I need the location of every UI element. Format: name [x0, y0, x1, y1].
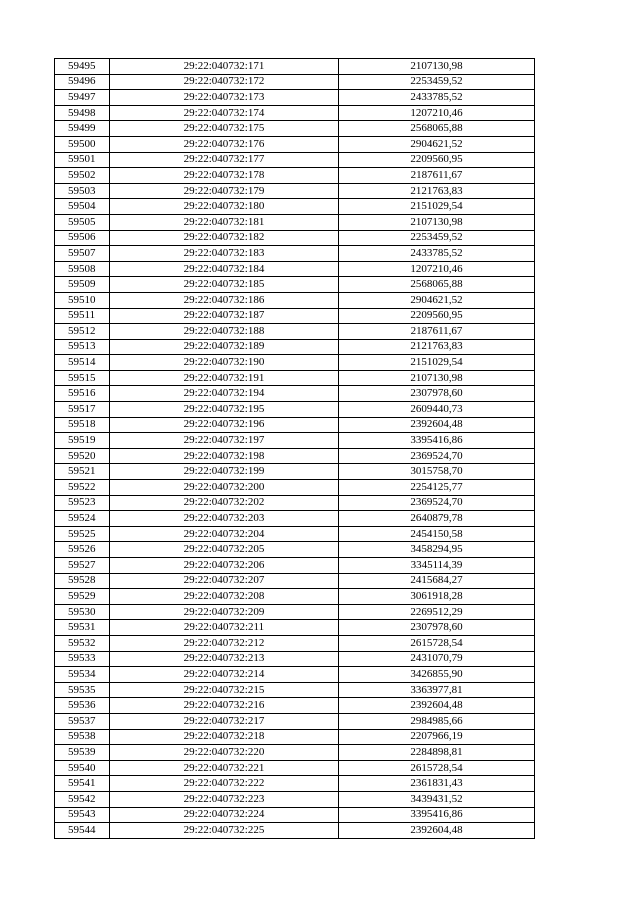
cadastral-number-cell: 29:22:040732:224	[110, 807, 339, 823]
row-number-cell: 59538	[55, 729, 110, 745]
table-row	[55, 495, 535, 511]
cadastral-number-cell: 29:22:040732:207	[110, 573, 339, 589]
cadastral-number-cell: 29:22:040732:180	[110, 199, 339, 215]
row-number-cell: 59540	[55, 760, 110, 776]
row-number-cell: 59503	[55, 183, 110, 199]
row-number-cell: 59513	[55, 339, 110, 355]
table-row	[55, 370, 535, 386]
row-number-cell: 59501	[55, 152, 110, 168]
row-number-cell: 59517	[55, 402, 110, 418]
row-number-cell: 59502	[55, 168, 110, 184]
cadastral-value-cell: 2207966,19	[339, 729, 535, 745]
table-row	[55, 604, 535, 620]
row-number-cell: 59509	[55, 277, 110, 293]
row-number-cell: 59537	[55, 713, 110, 729]
cadastral-number-cell: 29:22:040732:181	[110, 214, 339, 230]
cadastral-value-cell: 2209560,95	[339, 308, 535, 324]
table-row	[55, 526, 535, 542]
table-row	[55, 183, 535, 199]
table-row	[55, 448, 535, 464]
cadastral-number-cell: 29:22:040732:203	[110, 511, 339, 527]
table-row	[55, 589, 535, 605]
cadastral-number-cell: 29:22:040732:215	[110, 682, 339, 698]
cadastral-number-cell: 29:22:040732:216	[110, 698, 339, 714]
cadastral-value-cell: 2369524,70	[339, 448, 535, 464]
cadastral-number-cell: 29:22:040732:196	[110, 417, 339, 433]
table-row	[55, 823, 535, 839]
row-number-cell: 59518	[55, 417, 110, 433]
cadastral-value-cell: 2209560,95	[339, 152, 535, 168]
row-number-cell: 59511	[55, 308, 110, 324]
cadastral-value-cell: 3395416,86	[339, 807, 535, 823]
cadastral-number-cell: 29:22:040732:182	[110, 230, 339, 246]
table-row	[55, 760, 535, 776]
row-number-cell: 59536	[55, 698, 110, 714]
cadastral-value-cell: 3395416,86	[339, 433, 535, 449]
cadastral-number-cell: 29:22:040732:208	[110, 589, 339, 605]
table-row	[55, 121, 535, 137]
cadastral-number-cell: 29:22:040732:198	[110, 448, 339, 464]
cadastral-value-cell: 2151029,54	[339, 199, 535, 215]
cadastral-value-cell: 3345114,39	[339, 558, 535, 574]
row-number-cell: 59505	[55, 214, 110, 230]
table-row	[55, 713, 535, 729]
row-number-cell: 59510	[55, 292, 110, 308]
cadastral-value-cell: 1207210,46	[339, 105, 535, 121]
cadastral-number-cell: 29:22:040732:217	[110, 713, 339, 729]
cadastral-number-cell: 29:22:040732:200	[110, 480, 339, 496]
cadastral-value-cell: 2284898,81	[339, 745, 535, 761]
cadastral-value-cell: 2640879,78	[339, 511, 535, 527]
cadastral-number-cell: 29:22:040732:218	[110, 729, 339, 745]
cadastral-number-cell: 29:22:040732:220	[110, 745, 339, 761]
row-number-cell: 59516	[55, 386, 110, 402]
table-row	[55, 745, 535, 761]
cadastral-value-cell: 3426855,90	[339, 667, 535, 683]
table-row	[55, 635, 535, 651]
cadastral-number-cell: 29:22:040732:212	[110, 635, 339, 651]
cadastral-number-cell: 29:22:040732:214	[110, 667, 339, 683]
cadastral-value-cell: 2369524,70	[339, 495, 535, 511]
cadastral-value-cell: 3015758,70	[339, 464, 535, 480]
table-row	[55, 386, 535, 402]
table-row	[55, 199, 535, 215]
cadastral-value-cell: 2904621,52	[339, 292, 535, 308]
cadastral-value-cell: 2361831,43	[339, 776, 535, 792]
row-number-cell: 59521	[55, 464, 110, 480]
cadastral-value-cell: 2392604,48	[339, 417, 535, 433]
row-number-cell: 59530	[55, 604, 110, 620]
cadastral-number-cell: 29:22:040732:202	[110, 495, 339, 511]
cadastral-number-cell: 29:22:040732:175	[110, 121, 339, 137]
row-number-cell: 59535	[55, 682, 110, 698]
cadastral-number-cell: 29:22:040732:222	[110, 776, 339, 792]
row-number-cell: 59523	[55, 495, 110, 511]
row-number-cell: 59520	[55, 448, 110, 464]
table-row	[55, 682, 535, 698]
cadastral-number-cell: 29:22:040732:206	[110, 558, 339, 574]
row-number-cell: 59519	[55, 433, 110, 449]
cadastral-number-cell: 29:22:040732:185	[110, 277, 339, 293]
row-number-cell: 59515	[55, 370, 110, 386]
row-number-cell: 59496	[55, 74, 110, 90]
cadastral-value-cell: 2107130,98	[339, 370, 535, 386]
table-row	[55, 277, 535, 293]
table-row	[55, 90, 535, 106]
table-row	[55, 417, 535, 433]
cadastral-value-cell: 2568065,88	[339, 277, 535, 293]
table-row	[55, 339, 535, 355]
cadastral-value-cell: 2253459,52	[339, 74, 535, 90]
row-number-cell: 59534	[55, 667, 110, 683]
cadastral-value-cell: 2984985,66	[339, 713, 535, 729]
table-row	[55, 136, 535, 152]
table-row	[55, 433, 535, 449]
cadastral-number-cell: 29:22:040732:197	[110, 433, 339, 449]
cadastral-value-cell: 2392604,48	[339, 698, 535, 714]
cadastral-value-cell: 2307978,60	[339, 620, 535, 636]
table-row	[55, 308, 535, 324]
cadastral-value-cell: 2254125,77	[339, 480, 535, 496]
row-number-cell: 59514	[55, 355, 110, 371]
table-row	[55, 667, 535, 683]
cadastral-number-cell: 29:22:040732:211	[110, 620, 339, 636]
cadastral-number-cell: 29:22:040732:186	[110, 292, 339, 308]
row-number-cell: 59525	[55, 526, 110, 542]
table-row	[55, 464, 535, 480]
table-row	[55, 168, 535, 184]
cadastral-number-cell: 29:22:040732:209	[110, 604, 339, 620]
cadastral-number-cell: 29:22:040732:191	[110, 370, 339, 386]
row-number-cell: 59506	[55, 230, 110, 246]
table-row	[55, 698, 535, 714]
cadastral-value-cell: 2615728,54	[339, 760, 535, 776]
table-row	[55, 791, 535, 807]
table-row	[55, 74, 535, 90]
table-row	[55, 620, 535, 636]
row-number-cell: 59541	[55, 776, 110, 792]
cadastral-number-cell: 29:22:040732:225	[110, 823, 339, 839]
cadastral-value-cell: 3439431,52	[339, 791, 535, 807]
cadastral-value-cell: 2121763,83	[339, 339, 535, 355]
table-row	[55, 729, 535, 745]
table-row	[55, 105, 535, 121]
table-row	[55, 511, 535, 527]
cadastral-value-cell: 2454150,58	[339, 526, 535, 542]
table-row	[55, 776, 535, 792]
table-row	[55, 807, 535, 823]
row-number-cell: 59499	[55, 121, 110, 137]
cadastral-number-cell: 29:22:040732:172	[110, 74, 339, 90]
row-number-cell: 59531	[55, 620, 110, 636]
row-number-cell: 59539	[55, 745, 110, 761]
row-number-cell: 59500	[55, 136, 110, 152]
row-number-cell: 59498	[55, 105, 110, 121]
cadastral-number-cell: 29:22:040732:179	[110, 183, 339, 199]
row-number-cell: 59527	[55, 558, 110, 574]
cadastral-number-cell: 29:22:040732:171	[110, 59, 339, 75]
row-number-cell: 59495	[55, 59, 110, 75]
table-row	[55, 573, 535, 589]
cadastral-number-cell: 29:22:040732:190	[110, 355, 339, 371]
cadastral-value-cell: 2307978,60	[339, 386, 535, 402]
row-number-cell: 59524	[55, 511, 110, 527]
table-row	[55, 355, 535, 371]
cadastral-value-cell: 2433785,52	[339, 246, 535, 262]
cadastral-value-cell: 3363977,81	[339, 682, 535, 698]
table-row	[55, 480, 535, 496]
table-row	[55, 152, 535, 168]
cadastral-value-cell: 2253459,52	[339, 230, 535, 246]
table-row	[55, 324, 535, 340]
cadastral-value-cell: 2187611,67	[339, 168, 535, 184]
cadastral-value-cell: 2269512,29	[339, 604, 535, 620]
row-number-cell: 59507	[55, 246, 110, 262]
cadastral-number-cell: 29:22:040732:194	[110, 386, 339, 402]
row-number-cell: 59542	[55, 791, 110, 807]
cadastral-value-cell: 2107130,98	[339, 214, 535, 230]
row-number-cell: 59526	[55, 542, 110, 558]
row-number-cell: 59522	[55, 480, 110, 496]
table-row	[55, 214, 535, 230]
table-row	[55, 230, 535, 246]
row-number-cell: 59544	[55, 823, 110, 839]
cadastral-value-cell: 2107130,98	[339, 59, 535, 75]
cadastral-value-cell: 2151029,54	[339, 355, 535, 371]
table-row	[55, 558, 535, 574]
cadastral-value-cell: 1207210,46	[339, 261, 535, 277]
cadastral-value-cell: 3458294,95	[339, 542, 535, 558]
cadastral-number-cell: 29:22:040732:223	[110, 791, 339, 807]
cadastral-value-table	[54, 58, 535, 839]
cadastral-number-cell: 29:22:040732:178	[110, 168, 339, 184]
row-number-cell: 59533	[55, 651, 110, 667]
cadastral-number-cell: 29:22:040732:174	[110, 105, 339, 121]
table-body	[55, 59, 535, 839]
cadastral-number-cell: 29:22:040732:177	[110, 152, 339, 168]
row-number-cell: 59532	[55, 635, 110, 651]
cadastral-number-cell: 29:22:040732:176	[110, 136, 339, 152]
row-number-cell: 59528	[55, 573, 110, 589]
cadastral-number-cell: 29:22:040732:188	[110, 324, 339, 340]
table-row	[55, 402, 535, 418]
cadastral-number-cell: 29:22:040732:199	[110, 464, 339, 480]
cadastral-number-cell: 29:22:040732:183	[110, 246, 339, 262]
row-number-cell: 59512	[55, 324, 110, 340]
cadastral-number-cell: 29:22:040732:189	[110, 339, 339, 355]
cadastral-value-cell: 2568065,88	[339, 121, 535, 137]
cadastral-value-cell: 2187611,67	[339, 324, 535, 340]
row-number-cell: 59504	[55, 199, 110, 215]
table-row	[55, 292, 535, 308]
row-number-cell: 59543	[55, 807, 110, 823]
cadastral-number-cell: 29:22:040732:187	[110, 308, 339, 324]
cadastral-value-cell: 2615728,54	[339, 635, 535, 651]
row-number-cell: 59497	[55, 90, 110, 106]
row-number-cell: 59529	[55, 589, 110, 605]
cadastral-value-cell: 3061918,28	[339, 589, 535, 605]
cadastral-number-cell: 29:22:040732:213	[110, 651, 339, 667]
cadastral-number-cell: 29:22:040732:205	[110, 542, 339, 558]
cadastral-value-cell: 2904621,52	[339, 136, 535, 152]
cadastral-number-cell: 29:22:040732:184	[110, 261, 339, 277]
cadastral-value-cell: 2431070,79	[339, 651, 535, 667]
table-row	[55, 542, 535, 558]
cadastral-value-cell: 2609440,73	[339, 402, 535, 418]
cadastral-value-cell: 2121763,83	[339, 183, 535, 199]
cadastral-number-cell: 29:22:040732:221	[110, 760, 339, 776]
table-row	[55, 261, 535, 277]
table-row	[55, 651, 535, 667]
table-row	[55, 246, 535, 262]
cadastral-value-cell: 2433785,52	[339, 90, 535, 106]
cadastral-number-cell: 29:22:040732:173	[110, 90, 339, 106]
cadastral-value-cell: 2392604,48	[339, 823, 535, 839]
cadastral-number-cell: 29:22:040732:204	[110, 526, 339, 542]
cadastral-number-cell: 29:22:040732:195	[110, 402, 339, 418]
row-number-cell: 59508	[55, 261, 110, 277]
cadastral-value-cell: 2415684,27	[339, 573, 535, 589]
table-row	[55, 59, 535, 75]
